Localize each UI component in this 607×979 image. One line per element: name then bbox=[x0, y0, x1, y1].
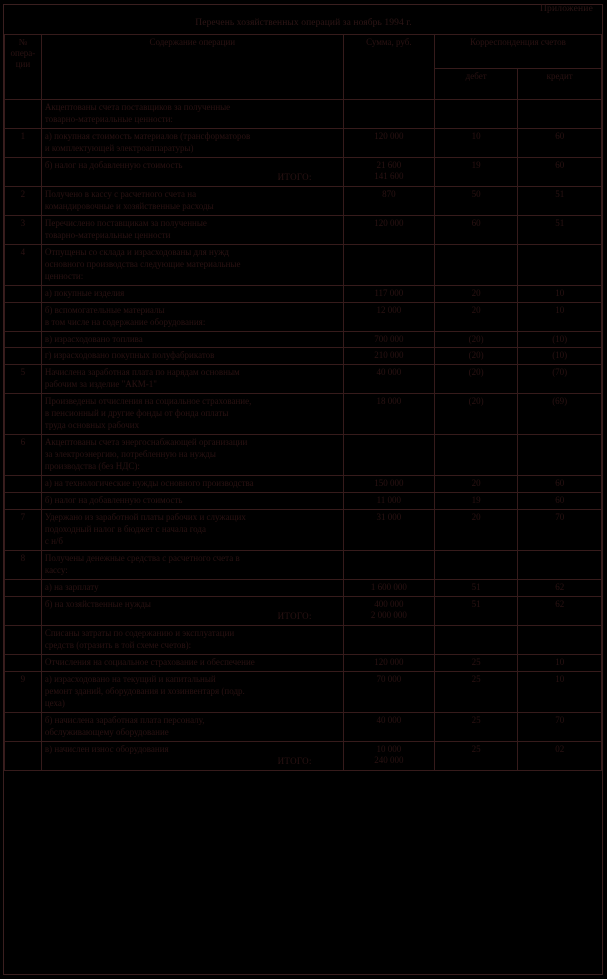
cell-description bbox=[41, 128, 343, 157]
table-row bbox=[5, 244, 602, 285]
cell-operation-number bbox=[5, 712, 42, 741]
cell-operation-number bbox=[5, 285, 42, 302]
description-line: рабочим за изделие "АКМ-1" bbox=[44, 379, 157, 390]
table-row bbox=[5, 579, 602, 596]
description-line: а) покупная стоимость материалов (трансформаторов bbox=[44, 130, 251, 141]
cell-credit: 10 bbox=[518, 654, 602, 671]
description-line: в пенсионный и другие фонды от фонда оплаты bbox=[44, 408, 229, 419]
description-line: и комплектующей электроаппаратуры) bbox=[44, 142, 194, 153]
cell-description bbox=[41, 625, 343, 654]
description-line: ценности: bbox=[44, 270, 84, 281]
description-line: цеха) bbox=[44, 697, 65, 708]
description-line: а) на зарплату bbox=[44, 581, 99, 592]
cell-credit bbox=[518, 244, 602, 285]
cell-description bbox=[41, 285, 343, 302]
total-label: ИТОГО: bbox=[277, 171, 312, 182]
cell-debit: (20) bbox=[434, 348, 517, 365]
description-line: в) израсходовано топлива bbox=[44, 333, 143, 344]
cell-description bbox=[41, 302, 343, 331]
cell-debit: (20) bbox=[434, 365, 517, 394]
cell-description bbox=[41, 394, 343, 435]
table-row bbox=[5, 671, 602, 712]
cell-debit: 10 bbox=[434, 128, 517, 157]
description-line: Отчисления на социальное страхование и обеспечение bbox=[44, 656, 255, 667]
cell-description bbox=[41, 579, 343, 596]
cell-operation-number bbox=[5, 394, 42, 435]
description-line: за электроэнергию, потребленную на нужды bbox=[44, 449, 216, 460]
cell-credit: (70) bbox=[518, 365, 602, 394]
cell-credit: 10 bbox=[518, 671, 602, 712]
cell-description bbox=[41, 435, 343, 476]
sum-value: 12 000 bbox=[376, 304, 402, 315]
header-description: Содержание операции bbox=[41, 35, 343, 100]
page-title: Перечень хозяйственных операций за ноябрь 1994 г. bbox=[195, 18, 412, 28]
cell-debit bbox=[434, 435, 517, 476]
table-row bbox=[5, 128, 602, 157]
sum-value: 210 000 bbox=[374, 350, 404, 361]
table-row bbox=[5, 365, 602, 394]
table-row bbox=[5, 596, 602, 625]
cell-sum bbox=[343, 365, 434, 394]
cell-debit: 25 bbox=[434, 741, 517, 770]
cell-debit: 20 bbox=[434, 302, 517, 331]
sum-value: 10 000 bbox=[376, 743, 402, 754]
table-row bbox=[5, 476, 602, 493]
table-row bbox=[5, 100, 602, 129]
description-line: а) на технологические нужды основного производства bbox=[44, 478, 254, 489]
sum-value: 1 600 000 bbox=[370, 581, 407, 592]
sum-value: 11 000 bbox=[376, 495, 402, 506]
cell-operation-number: 6 bbox=[5, 435, 42, 476]
table-row bbox=[5, 741, 602, 770]
cell-operation-number: 4 bbox=[5, 244, 42, 285]
cell-credit: 51 bbox=[518, 215, 602, 244]
table-row bbox=[5, 331, 602, 348]
cell-operation-number bbox=[5, 302, 42, 331]
cell-debit: (20) bbox=[434, 394, 517, 435]
cell-credit bbox=[518, 625, 602, 654]
cell-debit: 20 bbox=[434, 285, 517, 302]
cell-description bbox=[41, 551, 343, 580]
cell-description bbox=[41, 596, 343, 625]
appendix-label: Приложение bbox=[540, 4, 593, 14]
total-value: 240 000 bbox=[374, 754, 404, 765]
cell-credit: 02 bbox=[518, 741, 602, 770]
sum-value: 31 000 bbox=[376, 512, 402, 523]
sum-value: 40 000 bbox=[376, 714, 402, 725]
cell-description bbox=[41, 348, 343, 365]
table-row bbox=[5, 285, 602, 302]
cell-debit: 51 bbox=[434, 596, 517, 625]
description-line: кассу: bbox=[44, 565, 68, 575]
table-row bbox=[5, 625, 602, 654]
cell-operation-number bbox=[5, 493, 42, 510]
cell-sum bbox=[343, 215, 434, 244]
sum-value: 120 000 bbox=[374, 656, 404, 667]
cell-sum bbox=[343, 244, 434, 285]
cell-debit: 25 bbox=[434, 712, 517, 741]
cell-credit: 70 bbox=[518, 712, 602, 741]
description-line: а) покупные изделия bbox=[44, 287, 125, 298]
description-line: товарно-материальные ценности: bbox=[44, 113, 173, 124]
cell-description bbox=[41, 100, 343, 129]
table-row bbox=[5, 435, 602, 476]
cell-credit: 60 bbox=[518, 476, 602, 493]
table-row bbox=[5, 510, 602, 551]
total-value: 2 000 000 bbox=[370, 609, 407, 620]
cell-sum bbox=[343, 493, 434, 510]
table-row bbox=[5, 551, 602, 580]
description-line: в том числе на содержание оборудования: bbox=[44, 316, 206, 327]
description-line: Акцептованы счета энергоснабжающей организации bbox=[44, 437, 248, 448]
cell-sum bbox=[343, 285, 434, 302]
cell-sum bbox=[343, 671, 434, 712]
total-label: ИТОГО: bbox=[277, 755, 312, 766]
cell-credit: (69) bbox=[518, 394, 602, 435]
cell-description bbox=[41, 215, 343, 244]
cell-sum bbox=[343, 348, 434, 365]
description-line: б) на хозяйственные нужды bbox=[44, 598, 151, 609]
operations-table bbox=[4, 34, 602, 771]
cell-sum bbox=[343, 100, 434, 129]
total-value: 141 600 bbox=[374, 170, 404, 181]
description-line: г) израсходовано покупных полуфабрикатов bbox=[44, 350, 215, 361]
cell-credit: 10 bbox=[518, 285, 602, 302]
cell-sum bbox=[343, 331, 434, 348]
cell-description bbox=[41, 510, 343, 551]
description-line: Списаны затраты по содержанию и эксплуатации bbox=[44, 627, 235, 638]
sum-value: 400 000 bbox=[374, 598, 404, 609]
table-row bbox=[5, 157, 602, 186]
cell-sum bbox=[343, 596, 434, 625]
cell-operation-number: 2 bbox=[5, 186, 42, 215]
cell-debit: 20 bbox=[434, 476, 517, 493]
cell-operation-number: 9 bbox=[5, 671, 42, 712]
sum-value: 120 000 bbox=[374, 217, 404, 228]
table-row bbox=[5, 302, 602, 331]
cell-credit: 60 bbox=[518, 493, 602, 510]
cell-description bbox=[41, 654, 343, 671]
cell-sum bbox=[343, 712, 434, 741]
header-sum: Сумма, руб. bbox=[343, 35, 434, 100]
description-line: Перечислено поставщикам за полученные bbox=[44, 217, 207, 228]
description-line: основного производства следующие материальные bbox=[44, 258, 241, 269]
header-num: № опера- ции bbox=[5, 35, 42, 100]
description-line: Отпущены со склада и израсходованы для нужд bbox=[44, 246, 230, 257]
description-line: б) начислена заработная плата персоналу, bbox=[44, 714, 205, 725]
cell-operation-number: 8 bbox=[5, 551, 42, 580]
cell-operation-number: 3 bbox=[5, 215, 42, 244]
cell-debit: 25 bbox=[434, 654, 517, 671]
cell-operation-number: 5 bbox=[5, 365, 42, 394]
sum-value: 120 000 bbox=[374, 130, 404, 141]
cell-description bbox=[41, 244, 343, 285]
description-line: б) вспомогательные материалы bbox=[44, 304, 165, 315]
cell-operation-number bbox=[5, 348, 42, 365]
table-header bbox=[5, 35, 602, 100]
sum-value: 21 600 bbox=[376, 159, 402, 170]
cell-sum bbox=[343, 654, 434, 671]
cell-debit: 19 bbox=[434, 157, 517, 186]
cell-operation-number bbox=[5, 625, 42, 654]
description-line: обслуживающему оборудование bbox=[44, 726, 169, 737]
description-line: средств (отразить в той схеме счетов): bbox=[44, 639, 192, 650]
description-line: Акцептованы счета поставщиков за полученные bbox=[44, 102, 231, 112]
table-row bbox=[5, 394, 602, 435]
cell-operation-number bbox=[5, 579, 42, 596]
cell-debit: 19 bbox=[434, 493, 517, 510]
cell-sum bbox=[343, 186, 434, 215]
header-correspondence: Корреспонденция счетов bbox=[434, 35, 601, 69]
cell-credit: 62 bbox=[518, 596, 602, 625]
description-line: а) израсходовано на текущий и капитальный bbox=[44, 673, 216, 684]
description-line: Получено в кассу с расчетного счета на bbox=[44, 188, 197, 199]
description-line: Удержано из заработной платы рабочих и служащих bbox=[44, 512, 246, 523]
cell-sum bbox=[343, 394, 434, 435]
cell-sum bbox=[343, 302, 434, 331]
cell-credit: 10 bbox=[518, 302, 602, 331]
cell-credit bbox=[518, 100, 602, 129]
cell-debit bbox=[434, 551, 517, 580]
cell-credit: 70 bbox=[518, 510, 602, 551]
cell-operation-number: 1 bbox=[5, 128, 42, 157]
cell-credit bbox=[518, 551, 602, 580]
cell-description bbox=[41, 476, 343, 493]
cell-debit bbox=[434, 625, 517, 654]
cell-credit: 60 bbox=[518, 128, 602, 157]
cell-operation-number bbox=[5, 331, 42, 348]
cell-debit: 60 bbox=[434, 215, 517, 244]
cell-debit: 20 bbox=[434, 510, 517, 551]
table-row bbox=[5, 493, 602, 510]
cell-operation-number bbox=[5, 596, 42, 625]
header-debit: дебет bbox=[434, 68, 517, 99]
sum-value: 700 000 bbox=[374, 333, 404, 344]
description-line: труда основных рабочих bbox=[44, 420, 140, 431]
description-line: подоходный налог в бюджет с начала года bbox=[44, 524, 206, 535]
cell-credit: 60 bbox=[518, 157, 602, 186]
cell-sum bbox=[343, 625, 434, 654]
description-line: б) налог на добавленную стоимость bbox=[44, 495, 183, 506]
cell-debit: 25 bbox=[434, 671, 517, 712]
cell-credit: (10) bbox=[518, 348, 602, 365]
cell-debit bbox=[434, 244, 517, 285]
cell-operation-number bbox=[5, 741, 42, 770]
sum-value: 870 bbox=[382, 188, 396, 199]
cell-sum bbox=[343, 741, 434, 770]
cell-debit: 50 bbox=[434, 186, 517, 215]
table-row bbox=[5, 348, 602, 365]
sum-value: 40 000 bbox=[376, 367, 402, 378]
cell-sum bbox=[343, 128, 434, 157]
table-row bbox=[5, 186, 602, 215]
cell-debit: 51 bbox=[434, 579, 517, 596]
description-line: в) начислен износ оборудования bbox=[44, 743, 169, 754]
description-line: товарно-материальные ценности bbox=[44, 229, 171, 240]
cell-debit bbox=[434, 100, 517, 129]
cell-sum bbox=[343, 510, 434, 551]
sum-value: 117 000 bbox=[374, 287, 404, 298]
cell-sum bbox=[343, 551, 434, 580]
cell-sum bbox=[343, 579, 434, 596]
sum-value: 70 000 bbox=[376, 673, 402, 684]
cell-description bbox=[41, 331, 343, 348]
description-line: с н/б bbox=[44, 536, 63, 547]
description-line: ремонт зданий, оборудования и хозинвентаря (подр. bbox=[44, 685, 245, 696]
cell-operation-number: 7 bbox=[5, 510, 42, 551]
cell-credit: 51 bbox=[518, 186, 602, 215]
cell-sum bbox=[343, 157, 434, 186]
header-credit: кредит bbox=[518, 68, 602, 99]
cell-operation-number bbox=[5, 476, 42, 493]
table-row bbox=[5, 712, 602, 741]
description-line: производства (без НДС): bbox=[44, 461, 140, 472]
cell-description bbox=[41, 493, 343, 510]
cell-description bbox=[41, 157, 343, 186]
cell-description bbox=[41, 186, 343, 215]
table-row bbox=[5, 215, 602, 244]
cell-operation-number bbox=[5, 100, 42, 129]
cell-description bbox=[41, 365, 343, 394]
table-body bbox=[5, 100, 602, 771]
cell-debit: (20) bbox=[434, 331, 517, 348]
sum-value: 150 000 bbox=[374, 478, 404, 489]
description-line: командировочные и хозяйственные расходы bbox=[44, 200, 214, 211]
cell-sum bbox=[343, 435, 434, 476]
description-line: Начислена заработная плата по нарядам основным bbox=[44, 367, 240, 378]
cell-description bbox=[41, 671, 343, 712]
cell-sum bbox=[343, 476, 434, 493]
sum-value: 18 000 bbox=[376, 396, 402, 407]
cell-operation-number bbox=[5, 654, 42, 671]
cell-credit: (10) bbox=[518, 331, 602, 348]
cell-description bbox=[41, 712, 343, 741]
cell-description bbox=[41, 741, 343, 770]
cell-operation-number bbox=[5, 157, 42, 186]
cell-credit bbox=[518, 435, 602, 476]
description-line: Получены денежные средства с расчетного счета в bbox=[44, 553, 240, 564]
table-row bbox=[5, 654, 602, 671]
description-line: б) налог на добавленную стоимость bbox=[44, 159, 183, 170]
total-label: ИТОГО: bbox=[277, 610, 312, 621]
cell-credit: 62 bbox=[518, 579, 602, 596]
header-row-group bbox=[5, 35, 602, 69]
description-line: Произведены отчисления на социальное страхование, bbox=[44, 396, 252, 407]
